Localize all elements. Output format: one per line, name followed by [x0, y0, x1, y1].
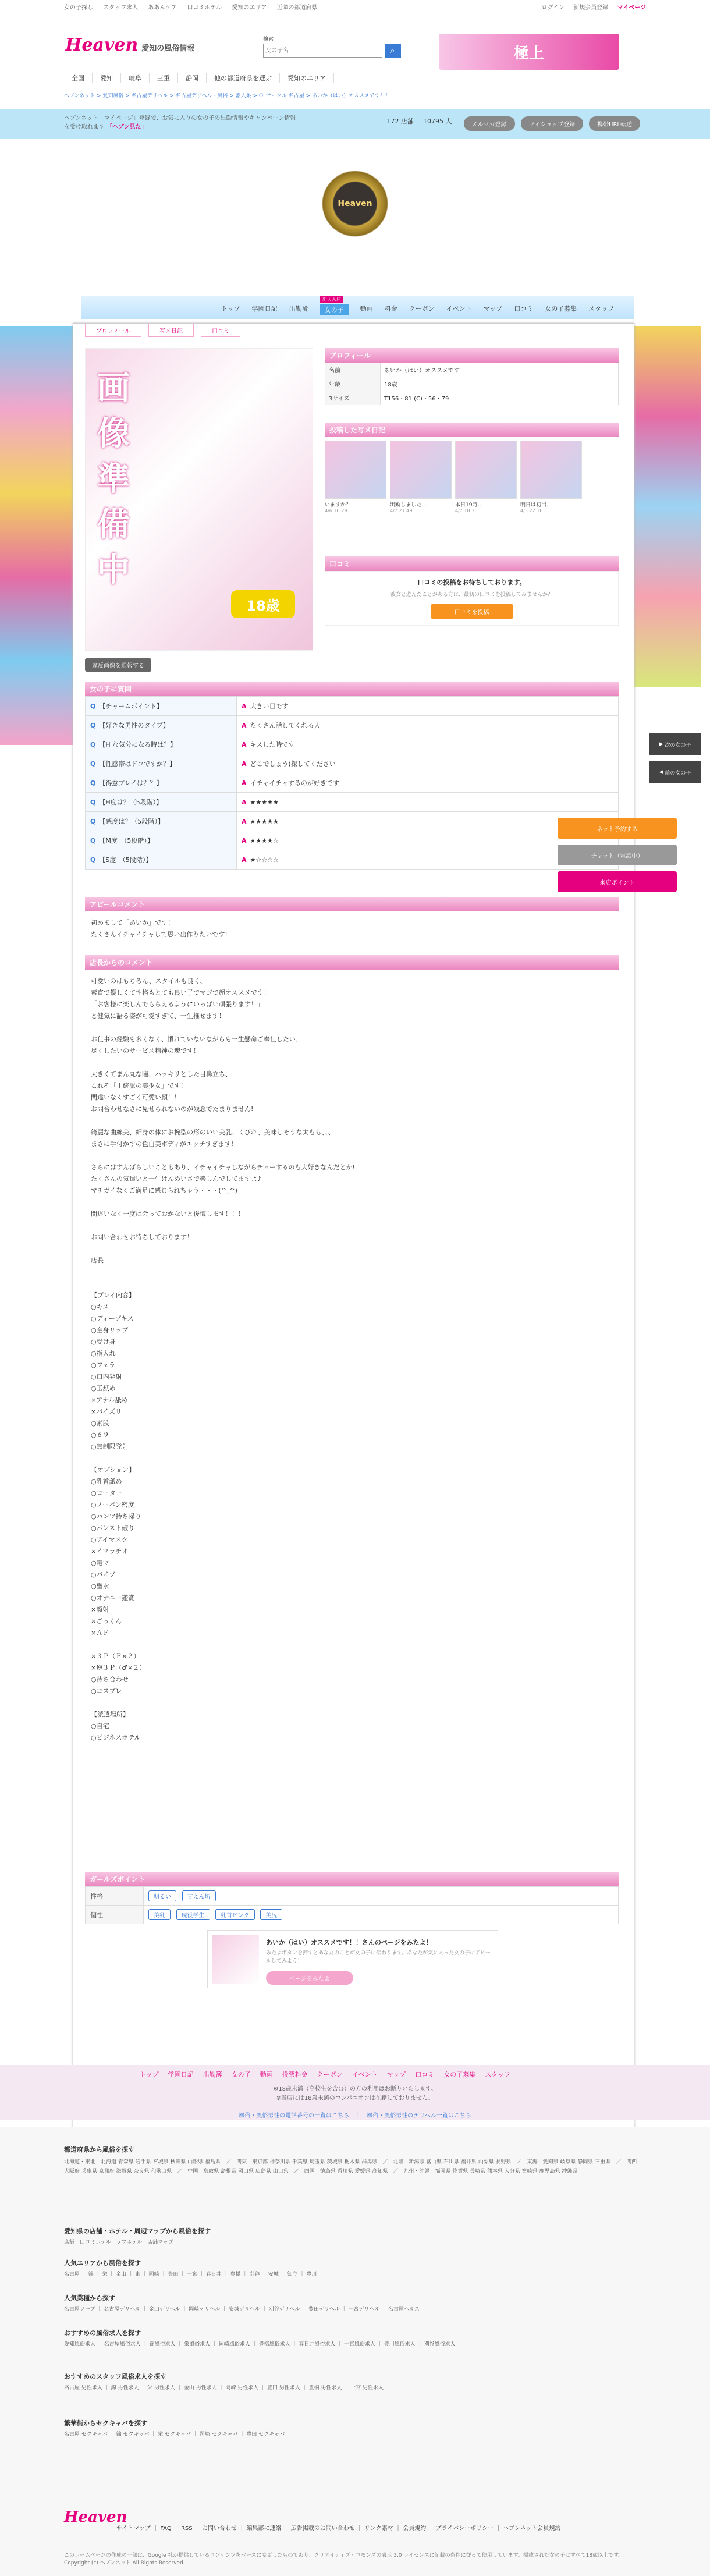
footer-section-title: 人気エリアから風俗を探す [64, 2259, 141, 2267]
footer-section-links[interactable]: 名古屋 男性求人 ｜ 錦 男性求人 ｜ 栄 男性求人 ｜ 金山 男性求人 ｜ 岡崎 男性求人 ｜ 豊田 男性求人 ｜ 豊橋 男性求人 ｜ 一宮 男性求人 [64, 2385, 384, 2391]
section-header: 女の子に質問 [85, 682, 619, 696]
topbar-link[interactable]: 近隣の都道府県 [276, 4, 318, 11]
diary-card[interactable] [520, 441, 582, 513]
qa-row [86, 812, 619, 831]
mitayo-sub: みたよボタンを押すとあなたのことが女の子に伝わります。あなたが気に入った女の子にアピールしてみよう！ [266, 1950, 491, 1964]
nav-item[interactable]: 全国 [64, 73, 93, 83]
footer-section-links[interactable]: 愛知風俗求人 ｜ 名古屋風俗求人 ｜ 錦風俗求人 ｜ 栄風俗求人 ｜ 岡崎風俗求人 ｜ 豊橋風俗求人 ｜ 春日井風俗求人 ｜ 一宮風俗求人 ｜ 豊川風俗求人 ｜ 刈谷風俗求人 [64, 2341, 456, 2347]
chat-button[interactable]: チャット（電話中） [558, 845, 677, 865]
nav-item[interactable]: 三重 [150, 73, 178, 83]
footer-section-links[interactable]: 北海道・東北 北海道 青森県 岩手県 宮城県 秋田県 山形県 福島県 ／ 関東 東京都 神奈川県 千葉県 埼玉県 茨城県 栃木県 群馬県 ／ 北陸 新潟県 富山県 石川県 福井県 山梨県 長野県 ／ 東海 愛知県 岐阜県 静岡県 三重県 ／ 関西 大阪府 兵庫県 京都府 滋賀県 奈良県 和歌山県 ／ 中国 鳥取県 島根県 岡山県 広島県 山口県 ／ 四国 徳島県 香川県 愛媛県 高知県 ／ 九州・沖縄 福岡県 佐賀県 長崎県 熊本県 大分県 宮崎県 鹿児島県 沖縄県 [64, 2159, 642, 2174]
bottom-links[interactable]: 風俗・風俗男性の電話番号の一覧はこちら ｜ 風俗・風俗男性のデリヘル一覧はこちら [239, 2113, 471, 2119]
footer-section-links[interactable]: 店舗 口コミホテル ラブホテル 店舗マップ [64, 2240, 173, 2245]
footer-section-title: 繁華街からセクキャバを探す [64, 2419, 147, 2427]
qa-question: Q 【好きな男性のタイプ】 [86, 716, 237, 735]
info-message: ヘブンネット「マイページ」登録で、お気に入りの女の子の出勤情報やキャンペーン情報を受け取れます [64, 115, 296, 130]
profile-section [325, 348, 619, 405]
diary-thumbnail [455, 441, 517, 499]
mitayo-title: あいか（はい）オススメです！！さんのページをみたよ！ [266, 1939, 432, 1946]
next-girl-button[interactable]: ▶ 次の女の子 [649, 733, 701, 755]
point-tag: 現役学生 [176, 1909, 210, 1920]
diary-title: 本日19時… [455, 502, 483, 508]
info-bar [0, 109, 710, 139]
register-link[interactable]: 新規会員登録 [573, 4, 609, 11]
bottom-nav-item[interactable]: 出勤簿 [203, 2071, 222, 2078]
floating-actions [558, 818, 677, 898]
review-sub: 彼女と遊んだことがある方は、最初の口コミを投稿してみませんか？ [390, 592, 553, 598]
diary-card[interactable] [325, 441, 386, 513]
qa-answer: A たくさん話してくれる人 [237, 716, 619, 735]
shop-nav-item[interactable]: 学園日記 [251, 305, 278, 313]
qa-answer: A ★★★★★ [237, 812, 619, 831]
qa-question: Q 【M度 （5段階）】 [86, 831, 237, 850]
shop-nav-item[interactable]: トップ [221, 305, 240, 313]
point-tag: 明るい [148, 1890, 176, 1901]
point-tag: 乳首ピンク [215, 1909, 255, 1920]
footer-section-title: 人気業種から探す [64, 2294, 115, 2302]
mobile-url-button[interactable]: 携帯URL転送 [589, 116, 640, 131]
chevron-left-icon: ◀ [659, 769, 665, 775]
shop-nav-item[interactable]: 料金 [384, 305, 397, 313]
qa-row [86, 793, 619, 812]
search-box [263, 35, 403, 58]
section-header: 店長からのコメント [85, 955, 619, 970]
diary-card[interactable] [455, 441, 517, 513]
shop-nav-item[interactable]: 女の子募集 [545, 305, 577, 313]
top-banner[interactable]: 極上 [439, 34, 619, 70]
bottom-shop-nav [0, 2065, 710, 2120]
copyright: このホームページの作成の一部は、Google 社が提供しているコンテンツをベースに変更したものであり、クリエイティブ・コモンズの表示 3.0 ライセンスに記載の条件に従って使用しています。掲載された女の子はすべて18歳以上です。Copyright (c) ヘブンネット All Rights Reserved. [64, 2553, 624, 2566]
top-bar [0, 0, 710, 13]
profile-key: 名前 [325, 363, 381, 377]
profile-value: T156・81 (C)・56・79 [381, 391, 619, 405]
girl-photo[interactable] [85, 348, 313, 651]
topbar-link[interactable]: ああんケア [148, 4, 178, 11]
appeal-section [85, 897, 619, 946]
heaven-badge: 「ヘブン見た」 [106, 124, 147, 130]
girl-count: 10795 人 [423, 118, 452, 125]
topbar-link[interactable]: スタッフ求人 [103, 4, 139, 11]
prev-girl-button[interactable]: ◀ 前の女の子 [649, 761, 701, 783]
mitayo-button[interactable]: ページをみたよ [266, 1971, 353, 1985]
qa-row [86, 773, 619, 793]
section-header: 投稿した写メ日記 [325, 423, 619, 437]
qa-question: Q 【H な気分になる時は？】 [86, 735, 237, 754]
search-label: 検索 [263, 37, 274, 42]
login-link[interactable]: ログイン [541, 4, 565, 11]
qa-question: Q 【性感帯はドコですか？】 [86, 754, 237, 773]
side-nav-buttons [649, 733, 701, 789]
bottom-nav-item[interactable]: トップ [140, 2071, 159, 2078]
shop-nav-item[interactable]: 出勤簿 [289, 305, 308, 313]
search-input[interactable] [263, 44, 382, 58]
mailmag-button[interactable]: メルマガ登録 [464, 116, 515, 131]
mitayo-thumbnail [212, 1935, 259, 1984]
point-tag: 甘えん坊 [182, 1890, 216, 1901]
search-icon: ⌕ [390, 46, 395, 55]
shop-nav [81, 296, 634, 319]
site-footer [0, 2127, 710, 2576]
shop-nav-item[interactable]: クーポン [409, 305, 435, 313]
post-review-button[interactable]: 口コミを投稿 [431, 604, 513, 619]
net-reserve-button[interactable]: ネット予約する [558, 818, 677, 839]
photo-placeholder-text: 画像準備中 [97, 370, 130, 589]
footer-section-links[interactable]: 名古屋 セクキャバ ｜ 錦 セクキャバ ｜ 栄 セクキャバ ｜ 岡崎 セクキャバ ｜ 豊田 セクキャバ [64, 2432, 285, 2437]
diary-date: 4/7 21:49 [390, 508, 413, 513]
qa-row [86, 735, 619, 754]
bottom-nav-item[interactable]: クーポン [317, 2071, 343, 2078]
bottom-nav-item[interactable]: 口コミ [415, 2071, 435, 2078]
qa-row [86, 831, 619, 850]
appeal-line: 初めまして「あいか」です！ [91, 919, 174, 927]
search-button[interactable] [385, 44, 401, 58]
section-header: 口コミ [325, 556, 619, 571]
mypage-link[interactable]: マイページ [617, 4, 646, 11]
tab-profile[interactable]: プロフィール [85, 324, 141, 337]
diary-title: いますか？ [325, 502, 352, 508]
qa-row [86, 754, 619, 773]
review-title: 口コミの投稿をお待ちしております。 [417, 579, 526, 586]
footer-section-links[interactable]: 名古屋 ｜ 錦 ｜ 栄 ｜ 金山 ｜ 東 ｜ 岡崎 ｜ 豊田 ｜ 一宮 ｜ 春日井 ｜ 豊橋 ｜ 刈谷 ｜ 安城 ｜ 知立 ｜ 豊川 [64, 2272, 317, 2277]
nav-item[interactable]: 岐阜 [121, 73, 150, 83]
right-ad-column[interactable] [634, 326, 701, 687]
section-header: ガールズポイント [85, 1872, 619, 1886]
qa-answer: A キスした時です [237, 735, 619, 754]
diary-title: 出勤しました… [390, 502, 427, 508]
points-key: 個性 [86, 1906, 144, 1924]
shop-comment-section [85, 955, 619, 1750]
shop-nav-item-active[interactable]: 女の子 [320, 304, 349, 315]
nav-item[interactable]: 他の都道府県を選ぶ [207, 73, 280, 83]
qa-row [86, 850, 619, 870]
topbar-link[interactable]: 女の子探し [64, 4, 93, 11]
bottom-nav-item[interactable]: 学園日記 [168, 2071, 194, 2078]
qa-section [85, 682, 619, 870]
region-label: 愛知の風俗情報 [141, 44, 195, 53]
diary-date: 4/6 16:29 [325, 508, 347, 513]
visit-point-button[interactable]: 来店ポイント [558, 871, 677, 892]
qa-answer: A ★★★★☆ [237, 831, 619, 850]
myshop-button[interactable]: マイショップ登録 [521, 116, 584, 131]
qa-answer: A ★★★★★ [237, 793, 619, 812]
shop-nav-item[interactable]: スタッフ [588, 305, 615, 313]
review-section [325, 556, 619, 626]
main-nav [64, 70, 646, 86]
new-badge: 新人入店 [320, 296, 343, 303]
diary-title: 明日は初出… [520, 502, 552, 508]
qa-answer: A イチャイチャするのが好きです [237, 773, 619, 793]
qa-row [86, 697, 619, 716]
shop-emblem: Heaven [317, 166, 393, 242]
bottom-nav-item[interactable]: 女の子募集 [443, 2071, 476, 2078]
bottom-nav-item[interactable]: スタッフ [485, 2071, 511, 2078]
site-logo[interactable]: Heaven 愛知の風俗情報 [65, 35, 195, 55]
qa-row [86, 716, 619, 735]
bottom-nav-item[interactable]: イベント [352, 2071, 378, 2078]
qa-question: Q 【得意プレイは？？】 [86, 773, 237, 793]
diary-section [325, 423, 619, 517]
qa-question: Q 【チャームポイント】 [86, 697, 237, 716]
chevron-right-icon: ▶ [659, 741, 665, 747]
bottom-nav-item[interactable]: 動画 [260, 2071, 273, 2078]
shop-nav-item[interactable]: 口コミ [514, 305, 534, 313]
footer-section-links[interactable]: 名古屋ソープ ｜ 名古屋デリヘル ｜ 金山デリヘル ｜ 岡崎デリヘル ｜ 安城デリヘル ｜ 刈谷デリヘル ｜ 豊田デリヘル ｜ 一宮デリヘル ｜ 名古屋ヘルス [64, 2307, 420, 2312]
qa-question: Q 【H度は？（5段階）】 [86, 793, 237, 812]
tab-diary[interactable]: 写メ日記 [148, 324, 194, 337]
shop-count: 172 店舗 [386, 118, 414, 125]
report-image-button[interactable]: 違反画像を通報する [85, 658, 151, 672]
qa-answer: A どこでしょう(探してください [237, 754, 619, 773]
age-note-2: ※当店には18歳未満のコンパニオンは在籍しておりません。 [276, 2095, 434, 2102]
footer-section-title: 愛知県の店舗・ホテル・周辺マップから風俗を探す [64, 2227, 211, 2235]
profile-value: 18歳 [381, 377, 619, 391]
bottom-nav-item[interactable]: 投票料金 [282, 2071, 308, 2078]
footer-section-title: 都道府県から風俗を探す [64, 2146, 134, 2153]
section-header: アピールコメント [85, 897, 619, 911]
qa-question: Q 【感度は？（5段階）】 [86, 812, 237, 831]
tab-review[interactable]: 口コミ [201, 324, 240, 337]
point-tag: 美尻 [260, 1909, 282, 1920]
diary-date: 4/3 22:16 [520, 508, 543, 513]
qa-answer: A 大きい目です [237, 697, 619, 716]
points-key: 性格 [86, 1887, 144, 1906]
mitayo-box [207, 1930, 498, 1988]
breadcrumb[interactable]: ヘブンネット > 愛知風俗 > 名古屋デリヘル > 名古屋デリヘル・風俗 > 素人系 > OLサークル 名古屋 > あいか（はい）オススメです！！ [64, 93, 390, 99]
topbar-link[interactable]: 愛知のエリア [232, 4, 267, 11]
nav-item[interactable]: 愛知のエリア [280, 73, 334, 83]
footer-section-title: おすすめの風俗求人を探す [64, 2329, 141, 2337]
nav-item[interactable]: 静岡 [178, 73, 207, 83]
left-ad-column[interactable] [0, 326, 73, 745]
diary-thumbnail [520, 441, 582, 499]
footer-links[interactable]: サイトマップ ｜ FAQ ｜ RSS ｜ お問い合わせ ｜ 編集部に連絡 ｜ 広告掲載のお問い合わせ ｜ リンク素材 ｜ 会員規約 ｜ プライバシーポリシー ｜ ヘブンネット会員規約 [116, 2525, 561, 2532]
footer-logo[interactable]: Heaven [64, 2508, 127, 2526]
shop-nav-item[interactable]: マップ [483, 305, 503, 313]
diary-thumbnail [325, 441, 386, 499]
profile-key: 年齢 [325, 377, 381, 391]
girls-points-section [85, 1872, 619, 1924]
profile-value: あいか（はい）オススメです！！ [381, 363, 619, 377]
shop-comment-text: 可愛いのはもちろん、スタイルも良く、 素直で優しくて性格もとても良い子でマジで超オススメです！ 「お客様に楽しんでもらえるようにいっぱい頑張ります！」 と健気に語る姿が可愛すぎて、一生推せます！ お仕事の経験も多くなく、慣れていないながらも一生懸命ご奉仕したい、 尽くしたいのサービス精神の塊です！ 大きくてまん丸な瞳、ハッキリとした目鼻立ち、 これぞ「正統派の美少女」です！ 間違いなくすごく可愛い顔！！ お問合わせなさに見せられないのが残念でたまりません! 綺麗な曲線美、細身の体にお椀型の形のいい美乳、くびれ、美味しそうな太もも、、、 まさに手付かずの色白美ボディがエッチすぎます! さらにはすんばらしいこともあり、イチャイチャしながらチューするのも大好きなんだとか! たくさんの気遣いと一生けんめいさで楽しんでしてますよ♪ マチガイなくご満足に感じられちゃう・・・(^_^) 間違いなく一度は会っておかないと後悔します！！！ お問い合わせお待ちしております！ 店長 【プレイ内容】 ○キス ○ディープキス ○全身リップ ○受け身 ○指入れ ○フェラ ○口内発射 ○玉舐め ×アナル舐め ×パイズリ ○素股 ○６９ ○無制限発射 【オプション】 ○乳首舐め ○ローター ○ノーパン密度 ○パンツ持ち帰り ○パンスト破り ○アイマスク ×イマラチオ ○電マ ○バイブ ○聖水 ○オナニー鑑賞 ×顔射 ×ごっくん ×ＡＦ ×３Ｐ（Ｆ×２） ×逆３Ｐ（♂×２） ○待ち合わせ ○コスプレ 【派遣場所】 ○自宅 ○ビジネスホテル [91, 977, 355, 1741]
section-header: プロフィール [325, 348, 619, 363]
age-badge: 18歳 [231, 590, 295, 618]
qa-question: Q 【S度 （5段階）】 [86, 850, 237, 870]
age-note-1: ※18歳未満（高校生を含む）の方の利用はお断りいたします。 [273, 2086, 437, 2092]
qa-answer: A ★☆☆☆☆ [237, 850, 619, 870]
diary-thumbnail [390, 441, 452, 499]
appeal-line: たくさんイチャイチャして思い出作りたいです! [91, 931, 228, 938]
point-tag: 美乳 [148, 1909, 171, 1920]
diary-card[interactable] [390, 441, 452, 513]
shop-nav-item[interactable]: イベント [446, 305, 472, 313]
footer-section-title: おすすめのスタッフ風俗求人を探す [64, 2373, 167, 2380]
bottom-nav-item[interactable]: 女の子 [231, 2071, 251, 2078]
profile-key: 3サイズ [325, 391, 381, 405]
diary-date: 4/7 18:36 [455, 508, 478, 513]
nav-item[interactable]: 愛知 [93, 73, 121, 83]
topbar-link[interactable]: 口コミホテル [187, 4, 222, 11]
bottom-nav-item[interactable]: マップ [386, 2071, 406, 2078]
shop-nav-item[interactable]: 動画 [360, 305, 373, 313]
